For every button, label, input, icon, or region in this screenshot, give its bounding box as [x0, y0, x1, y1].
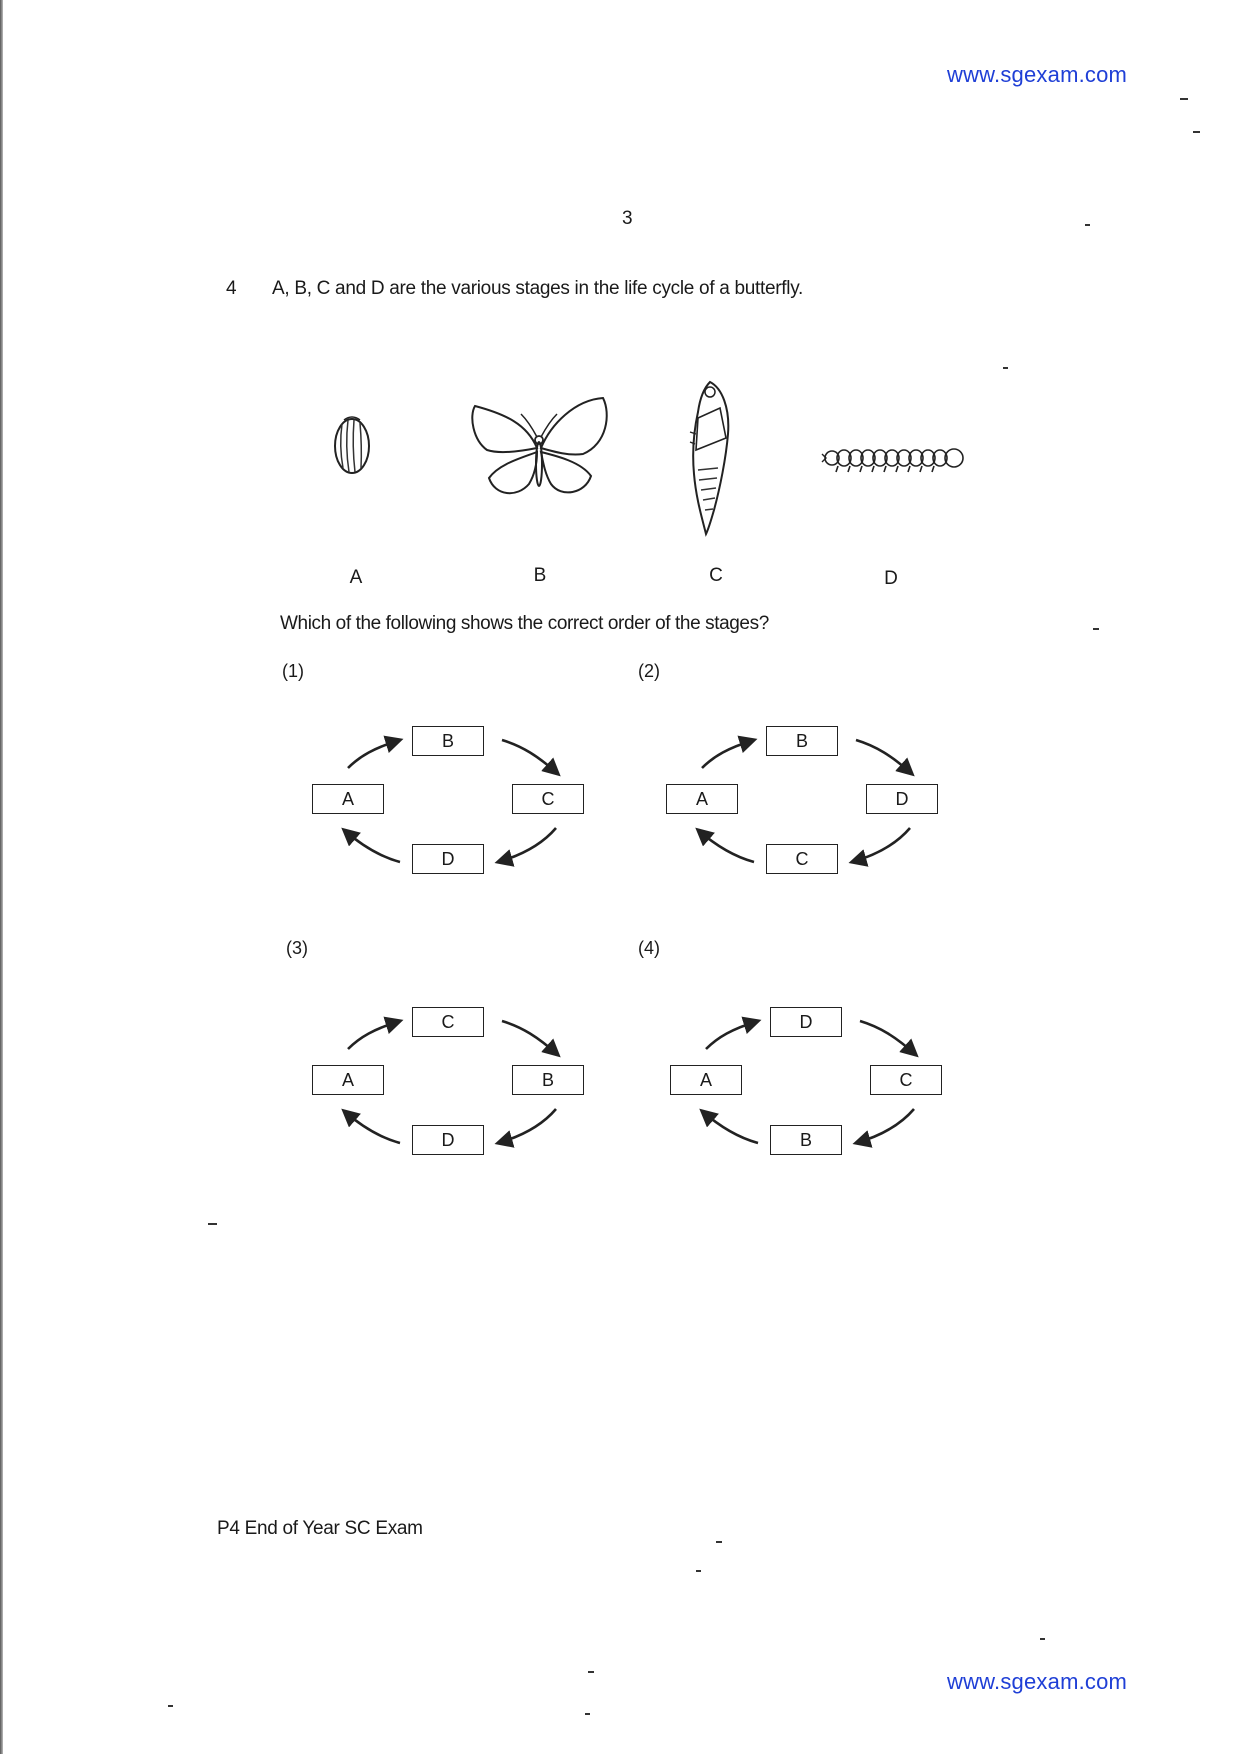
arrow-left-to-top	[348, 1021, 400, 1049]
cycle-box-left: A	[670, 1065, 742, 1095]
scan-speck	[585, 1713, 590, 1715]
cycle-box-right: D	[866, 784, 938, 814]
stage-label-d: D	[884, 568, 898, 589]
scan-speck	[208, 1223, 217, 1225]
question-text: A, B, C and D are the various stages in the life cycle of a butterfly.	[272, 278, 803, 299]
scan-speck	[716, 1541, 722, 1543]
footer-exam-name: P4 End of Year SC Exam	[217, 1518, 423, 1539]
option-1-label[interactable]: (1)	[282, 661, 304, 681]
option-1-cycle-diagram[interactable]	[312, 722, 602, 892]
cycle-box-right: C	[870, 1065, 942, 1095]
option-2-label[interactable]: (2)	[638, 661, 660, 681]
cycle-box-bottom: D	[412, 844, 484, 874]
scan-speck	[1085, 224, 1090, 226]
stage-label-a: A	[349, 567, 363, 588]
arrow-bottom-to-left	[344, 830, 400, 862]
header-watermark[interactable]: www.sgexam.com	[947, 62, 1128, 87]
cycle-box-top: B	[412, 726, 484, 756]
stage-label-b: B	[533, 565, 547, 586]
arrow-top-to-right	[856, 740, 912, 774]
stage-label-c: C	[709, 565, 723, 586]
arrow-right-to-bottom	[856, 1109, 914, 1143]
arrow-left-to-top	[348, 740, 400, 768]
page-binding-edge	[0, 0, 3, 1754]
question-prompt: Which of the following shows the correct order of the stages?	[280, 613, 769, 634]
scan-speck	[696, 1570, 701, 1572]
arrow-top-to-right	[860, 1021, 916, 1055]
page-number: 3	[622, 208, 633, 229]
scan-speck	[1040, 1638, 1045, 1640]
arrow-left-to-top	[706, 1021, 758, 1049]
option-4-label[interactable]: (4)	[638, 938, 660, 958]
pupa-icon	[680, 378, 738, 538]
question-number: 4	[226, 278, 237, 299]
cycle-box-left: A	[312, 1065, 384, 1095]
arrow-left-to-top	[702, 740, 754, 768]
cycle-box-bottom: B	[770, 1125, 842, 1155]
arrow-bottom-to-left	[344, 1111, 400, 1143]
cycle-box-bottom: C	[766, 844, 838, 874]
arrow-right-to-bottom	[498, 1109, 556, 1143]
scan-speck	[588, 1671, 594, 1673]
butterfly-icon	[465, 392, 613, 510]
arrow-top-to-right	[502, 740, 558, 774]
cycle-box-top: D	[770, 1007, 842, 1037]
cycle-box-left: A	[312, 784, 384, 814]
cycle-box-bottom: D	[412, 1125, 484, 1155]
option-4-cycle-diagram[interactable]	[670, 1003, 960, 1173]
cycle-box-top: B	[766, 726, 838, 756]
arrow-right-to-bottom	[852, 828, 910, 862]
option-3-cycle-diagram[interactable]	[312, 1003, 602, 1173]
scan-speck	[168, 1705, 173, 1707]
footer-watermark[interactable]: www.sgexam.com	[947, 1669, 1128, 1694]
egg-icon	[330, 410, 374, 482]
scan-speck	[1180, 98, 1188, 100]
option-2-cycle-diagram[interactable]	[666, 722, 956, 892]
scan-speck	[1093, 628, 1099, 630]
scan-speck	[1193, 131, 1200, 133]
arrow-top-to-right	[502, 1021, 558, 1055]
arrow-right-to-bottom	[498, 828, 556, 862]
cycle-box-left: A	[666, 784, 738, 814]
scan-speck	[1003, 367, 1008, 369]
arrow-bottom-to-left	[702, 1111, 758, 1143]
cycle-box-right: C	[512, 784, 584, 814]
caterpillar-icon	[818, 440, 968, 476]
cycle-box-right: B	[512, 1065, 584, 1095]
option-3-label[interactable]: (3)	[286, 938, 308, 958]
cycle-box-top: C	[412, 1007, 484, 1037]
arrow-bottom-to-left	[698, 830, 754, 862]
